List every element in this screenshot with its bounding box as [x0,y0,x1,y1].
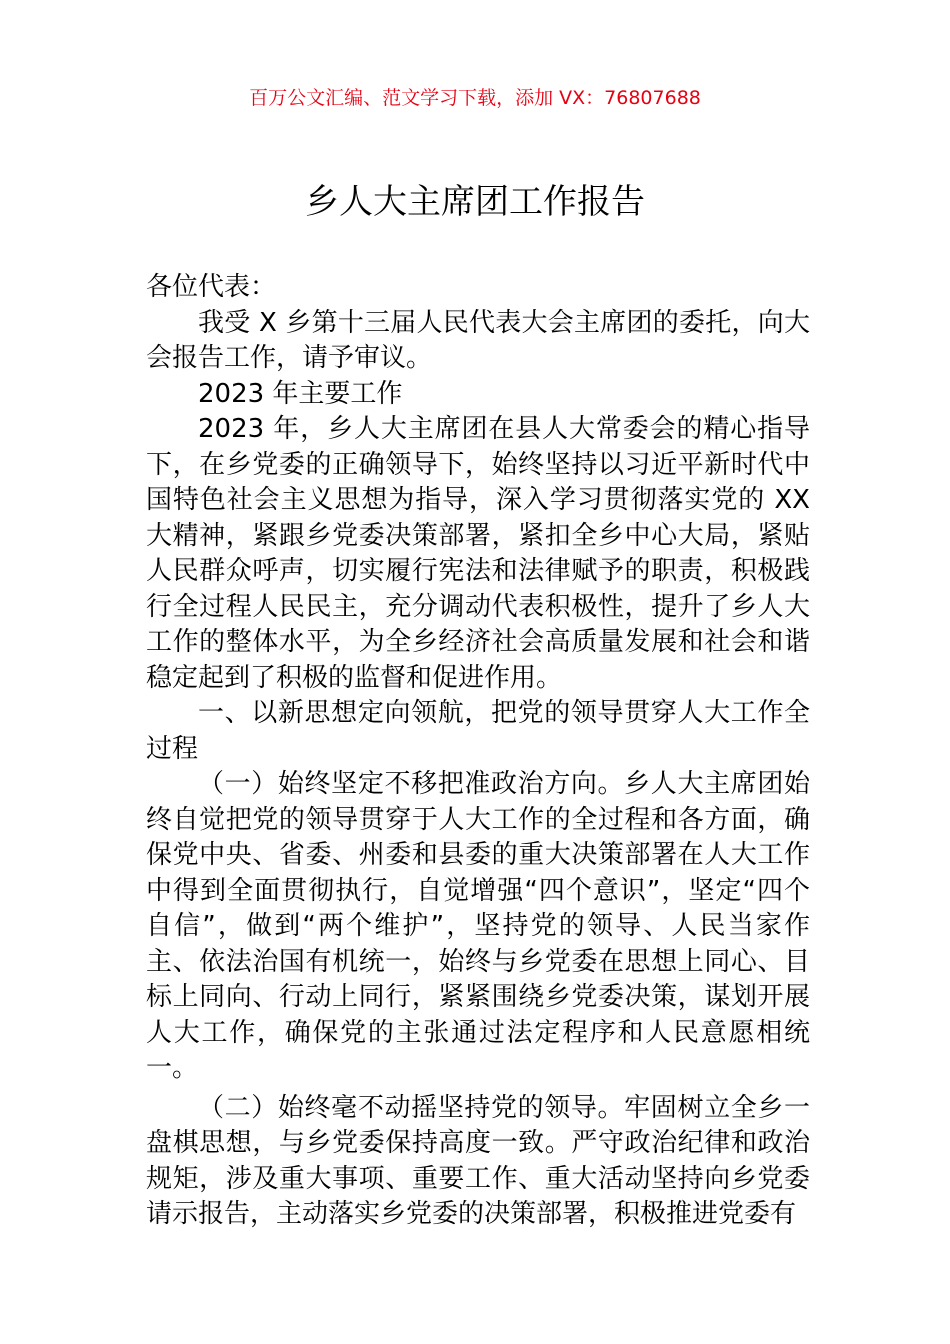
section-heading-one: 一、以新思想定向领航，把党的领导贯穿人大工作全过程 [146,698,810,764]
document-body [146,270,810,1233]
paragraph-intro: 我受 X 乡第十三届人民代表大会主席团的委托，向大会报告工作，请予审议。 [146,307,810,373]
section-heading: 2023 年主要工作 [198,378,403,409]
paragraph-subsection-1: （一）始终坚定不移把准政治方向。乡人大主席团始终自觉把党的领导贯穿于人大工作的全过程和各方面，确保党中央、省委、州委和县委的重大决策部署在人大工作中得到全面贯彻执行，自觉增强“四个意识”，坚定“四个自信”，做到“两个维护”，坚持党的领导、人民当家作主、依法治国有机统一，始终与乡党委在思想上同心、目标上同向、行动上同行，紧紧围绕乡党委决策，谋划开展人大工作，确保党的主张通过法定程序和人民意愿相统一。 [146,769,810,1083]
salutation: 各位代表： [146,272,277,302]
document-title: 乡人大主席团工作报告 [305,182,645,222]
paragraph-subsection-2: （二）始终毫不动摇坚持党的领导。牢固树立全乡一盘棋思想，与乡党委保持高度一致。严守政治纪律和政治规矩，涉及重大事项、重要工作、重大活动坚持向乡党委请示报告，主动落实乡党委的决策部署，积极推进党委有 [146,1092,810,1229]
paragraph-summary: 2023 年，乡人大主席团在县人大常委会的精心指导下，在乡党委的正确领导下，始终坚持以习近平新时代中国特色社会主义思想为指导，深入学习贯彻落实党的 XX 大精神，紧跟乡党委决策部署，紧扣全乡中心大局，紧贴人民群众呼声，切实履行宪法和法律赋予的职责，积极践行全过程人民民主，充分调动代表积极性，提升了乡人大工作的整体水平，为全乡经济社会高质量发展和社会和谐稳定起到了积极的监督和促进作用。 [146,414,810,693]
promo-banner: 百万公文汇编、范文学习下载，添加 VX：76807688 [249,87,701,109]
